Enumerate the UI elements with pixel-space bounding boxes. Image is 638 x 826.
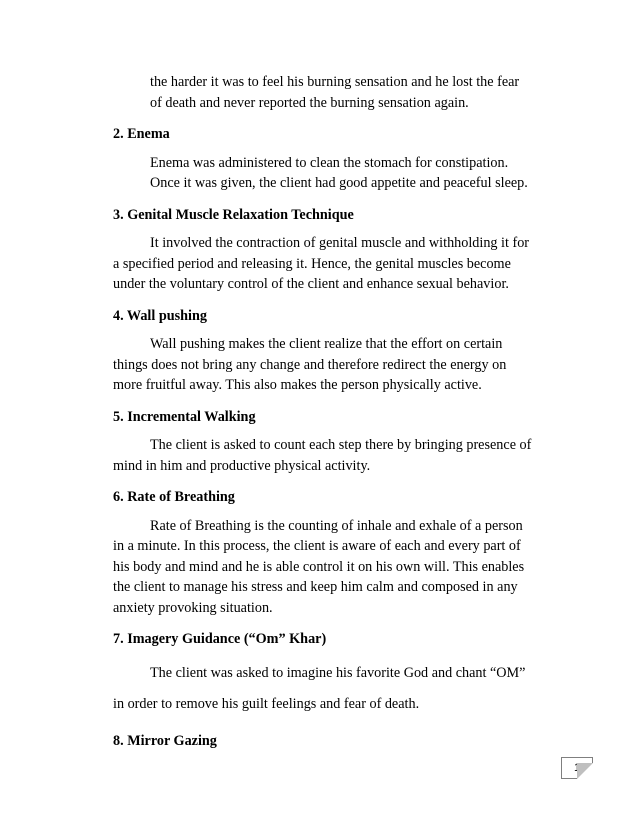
section-heading-genital-muscle-relaxation: 3. Genital Muscle Relaxation Technique xyxy=(113,206,354,223)
section-heading-enema: 2. Enema xyxy=(113,126,170,142)
section-text-rate-of-breathing: Rate of Breathing is the counting of inhale and exhale of a person in a minute. In this process, the client is aware of each and every part of his body and mind and he is able control it on his own will. This enables the client to manage his stress and keep him calm and composed in any anxiety provoking situation. xyxy=(113,517,525,616)
document-body xyxy=(113,72,533,759)
section-text-imagery-guidance: The client was asked to imagine his favorite God and chant “OM” in order to remove his guilt feelings and fear of death. xyxy=(113,664,526,712)
section-heading-incremental-walking: 5. Incremental Walking xyxy=(113,408,256,425)
section-heading-wall-pushing: 4. Wall pushing xyxy=(113,307,207,324)
section-heading-imagery-guidance: 7. Imagery Guidance (“Om” Khar) xyxy=(113,631,327,647)
section-heading-mirror-gazing: 8. Mirror Gazing xyxy=(113,732,217,749)
section-text-incremental-walking: The client is asked to count each step there by bringing presence of mind in him and productive physical activity. xyxy=(113,437,532,474)
section-text-genital-muscle-relaxation: It involved the contraction of genital muscle and withholding it for a specified period and releasing it. Hence, the genital muscles become under the voluntary control of the client and enhance sexual behavior. xyxy=(113,235,530,292)
section-text-enema: Enema was administered to clean the stomach for constipation. Once it was given, the client had good appetite and peaceful sleep. xyxy=(150,154,528,191)
section-text-wall-pushing: Wall pushing makes the client realize that the effort on certain things does not bring any change and therefore redirect the energy on more fruitful away. This also makes the person physically active. xyxy=(113,336,507,393)
page-number-box xyxy=(561,757,593,779)
page-fold-icon xyxy=(577,763,593,779)
section-heading-rate-of-breathing: 6. Rate of Breathing xyxy=(113,489,235,505)
continuation-paragraph: the harder it was to feel his burning sensation and he lost the fear of death and never reported the burning sensation again. xyxy=(150,74,520,111)
page-number: 1 xyxy=(573,762,581,774)
